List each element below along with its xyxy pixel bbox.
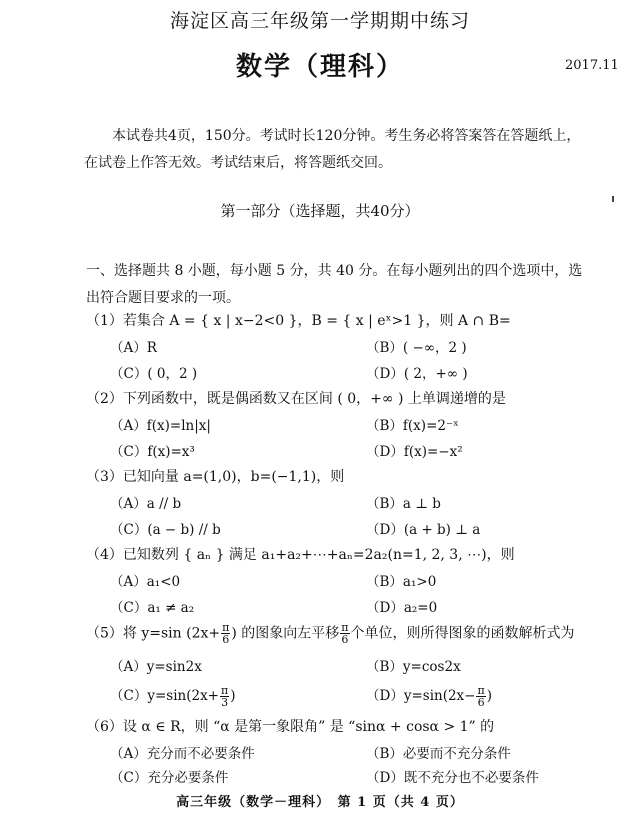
question-3-stem: （3）已知向量 a=(1,0)，b=(−1,1)，则 bbox=[86, 469, 345, 485]
question-5-stem-end: 个单位，则所得图象的函数解析式为 bbox=[350, 625, 575, 642]
fraction-denominator: 6 bbox=[222, 633, 230, 646]
question-5-option-b: （B）y=cos2x bbox=[366, 659, 461, 675]
option-d-end: ) bbox=[486, 688, 492, 704]
question-2-option-a: （A）f(x)=ln|x| bbox=[110, 418, 211, 434]
option-d-start: （D）y=sin(2x− bbox=[366, 688, 476, 704]
question-3-option-c: （C）(a − b) // b bbox=[110, 522, 221, 538]
question-5-stem bbox=[86, 622, 575, 645]
fraction-denominator: 6 bbox=[341, 633, 349, 646]
question-5-stem-mid: ) 的图象向左平移 bbox=[231, 625, 340, 642]
question-6-option-b: （B）必要而不充分条件 bbox=[366, 746, 511, 762]
fraction-denominator: 6 bbox=[477, 696, 485, 709]
question-5-option-a: （A）y=sin2x bbox=[110, 659, 202, 675]
question-4-option-d: （D）a₂=0 bbox=[366, 600, 438, 616]
pi-over-6-fraction bbox=[221, 622, 230, 645]
part-heading: 第一部分（选择题，共40分） bbox=[220, 202, 420, 220]
fraction-numerator: π bbox=[222, 621, 230, 634]
intro-paragraph: 本试卷共4页，150分。考试时长120分钟。考生务必将答案答在答题纸上，在试卷上作答无效。考试结束后，将答题纸交回。 bbox=[84, 128, 581, 171]
question-3-option-a: （A）a // b bbox=[110, 496, 182, 512]
question-1-option-a: （A）R bbox=[110, 340, 157, 356]
question-3-option-b: （B）a ⊥ b bbox=[366, 496, 441, 512]
question-5-stem-start: （5）将 y=sin (2x+ bbox=[86, 625, 221, 642]
question-2-option-d: （D）f(x)=−x² bbox=[366, 444, 463, 460]
fraction-numerator: π bbox=[477, 684, 485, 697]
fraction-numerator: π bbox=[341, 621, 349, 634]
scan-mark bbox=[612, 196, 614, 202]
question-6-stem: （6）设 α ∈ R，则 “α 是第一象限角” 是 “sinα + cosα > 1” 的 bbox=[86, 719, 495, 735]
question-5-option-d bbox=[366, 684, 492, 708]
exam-date: 2017.11 bbox=[565, 58, 619, 73]
question-5-option-c bbox=[110, 684, 236, 708]
question-2-stem: （2）下列函数中，既是偶函数又在区间 ( 0，+∞ ) 上单调递增的是 bbox=[86, 391, 506, 407]
question-2-option-c: （C）f(x)=x³ bbox=[110, 444, 195, 460]
pi-over-6-fraction bbox=[476, 685, 485, 708]
question-1-option-c: （C）( 0，2 ) bbox=[110, 366, 198, 382]
question-6-option-a: （A）充分而不必要条件 bbox=[110, 746, 255, 762]
fraction-numerator: π bbox=[221, 684, 229, 697]
question-4-option-a: （A）a₁<0 bbox=[110, 574, 181, 590]
question-1-option-d: （D）( 2，+∞ ) bbox=[366, 366, 468, 382]
question-6-option-d: （D）既不充分也不必要条件 bbox=[366, 770, 539, 786]
subject-title: 数学（理科） bbox=[235, 52, 404, 82]
section-heading: 一、选择题共 8 小题，每小题 5 分，共 40 分。在每小题列出的四个选项中，选出符合题目要求的一项。 bbox=[86, 263, 583, 306]
question-4-stem: （4）已知数列 { aₙ } 满足 a₁+a₂+⋯+aₙ=2a₂(n=1, 2, 3, ⋯)，则 bbox=[86, 547, 515, 563]
question-3-option-d: （D）(a + b) ⊥ a bbox=[366, 522, 481, 538]
option-c-start: （C）y=sin(2x+ bbox=[110, 688, 219, 704]
page-footer: 高三年级（数学－理科） 第 1 页（共 4 页） bbox=[176, 795, 464, 810]
question-4-option-b: （B）a₁>0 bbox=[366, 574, 437, 590]
fraction-denominator: 3 bbox=[221, 696, 229, 709]
question-1-stem: （1）若集合 A = { x | x−2<0 }，B = { x | eˣ>1 }，则 A ∩ B= bbox=[86, 313, 511, 329]
option-c-end: ) bbox=[230, 688, 236, 704]
shift-fraction bbox=[340, 622, 349, 645]
question-4-option-c: （C）a₁ ≠ a₂ bbox=[110, 600, 195, 616]
pi-over-3-fraction bbox=[220, 685, 229, 708]
question-6-option-c: （C）充分必要条件 bbox=[110, 770, 229, 786]
question-2-option-b: （B）f(x)=2⁻ˣ bbox=[366, 418, 459, 434]
question-1-option-b: （B）( −∞，2 ) bbox=[366, 340, 467, 356]
exam-title: 海淀区高三年级第一学期期中练习 bbox=[169, 10, 470, 32]
